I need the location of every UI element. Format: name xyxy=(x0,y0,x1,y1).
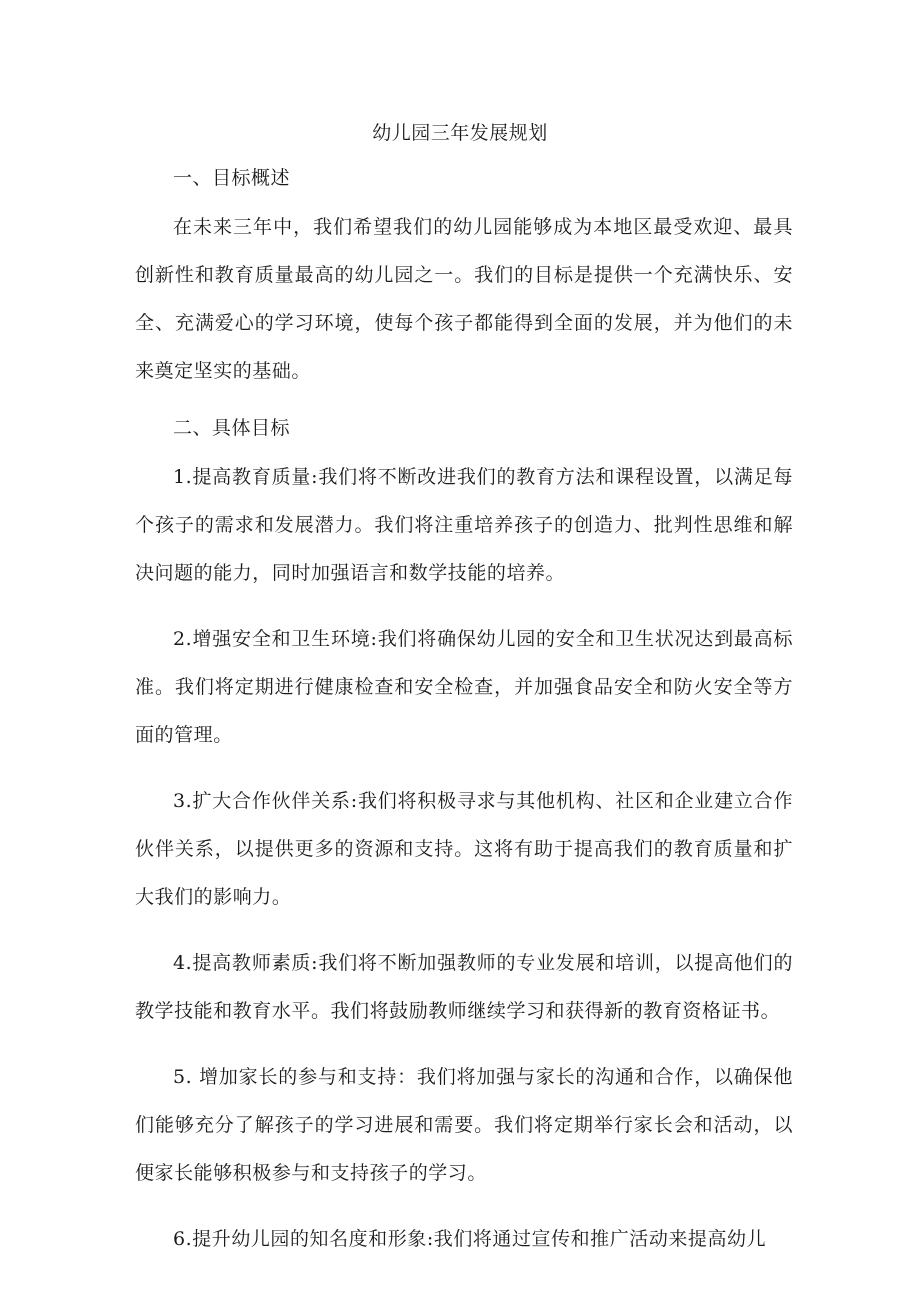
goal-item-4: 4.提高教师素质:我们将不断加强教师的专业发展和培训，以提高他们的教学技能和教育水平。我们将鼓励教师继续学习和获得新的教育资格证书。 xyxy=(135,952,793,1022)
document-title: 幼儿园三年发展规划 xyxy=(372,122,548,144)
section-heading-specific-goals: 二、具体目标 xyxy=(173,417,291,439)
goal-item-1: 1.提高教育质量:我们将不断改进我们的教育方法和课程设置，以满足每个孩子的需求和发展潜力。我们将注重培养孩子的创造力、批判性思维和解决问题的能力，同时加强语言和数学技能的培养。 xyxy=(135,466,793,584)
paragraph-overview: 在未来三年中，我们希望我们的幼儿园能够成为本地区最受欢迎、最具创新性和教育质量最高的幼儿园之一。我们的目标是提供一个充满快乐、安全、充满爱心的学习环境，使每个孩子都能得到全面的发展，并为他们的未来奠定坚实的基础。 xyxy=(135,216,793,382)
section-heading-overview: 一、目标概述 xyxy=(173,167,291,189)
goal-item-5: 5. 增加家长的参与和支持：我们将加强与家长的沟通和合作，以确保他们能够充分了解孩子的学习进展和需要。我们将定期举行家长会和活动，以便家长能够积极参与和支持孩子的学习。 xyxy=(135,1066,793,1184)
goal-item-2: 2.增强安全和卫生环境:我们将确保幼儿园的安全和卫生状况达到最高标准。我们将定期进行健康检查和安全检查，并加强食品安全和防火安全等方面的管理。 xyxy=(135,628,793,746)
goal-item-3: 3.扩大合作伙伴关系:我们将积极寻求与其他机构、社区和企业建立合作伙伴关系，以提供更多的资源和支持。这将有助于提高我们的教育质量和扩大我们的影响力。 xyxy=(135,790,793,908)
document-body xyxy=(135,163,793,1281)
goal-item-6: 6.提升幼儿园的知名度和形象:我们将通过宣传和推广活动来提高幼儿 xyxy=(173,1228,767,1250)
